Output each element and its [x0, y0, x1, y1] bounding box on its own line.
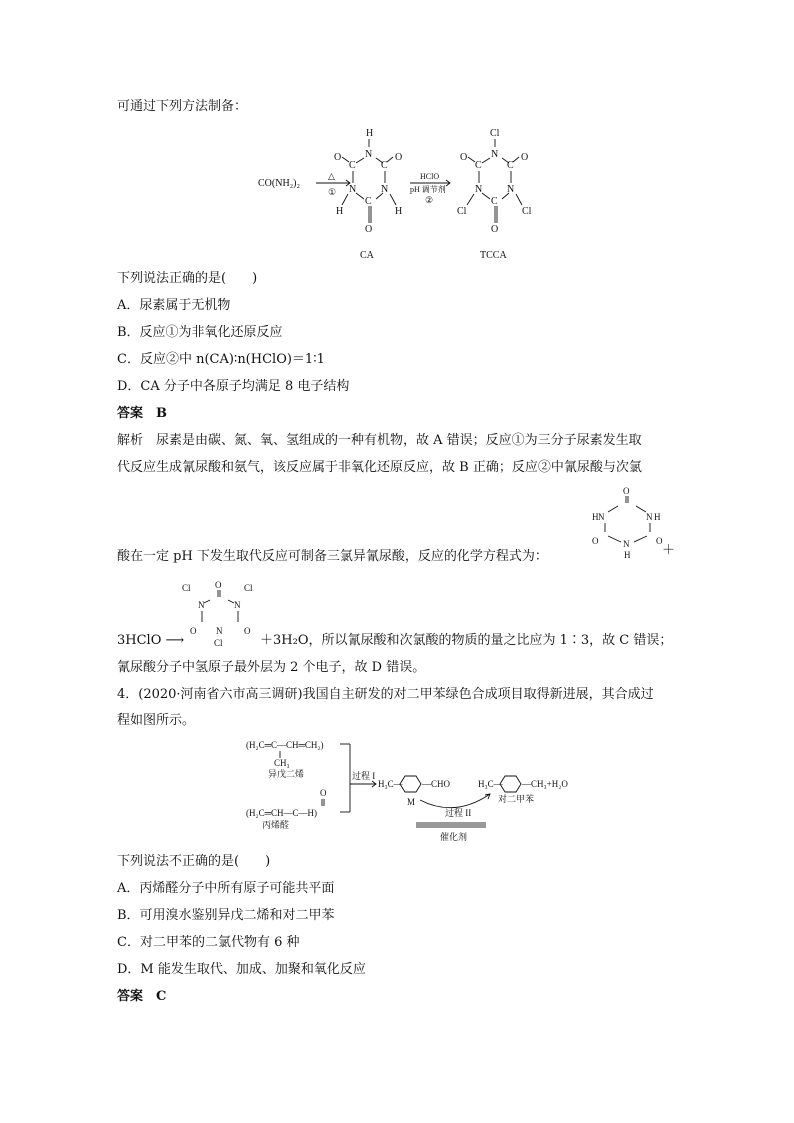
svg-text:H₃C—: H₃C— [478, 779, 503, 789]
q3-plus: ＋ [662, 543, 676, 558]
svg-text:O: O [460, 152, 468, 163]
svg-text:N: N [234, 600, 241, 610]
q3-stem: 下列说法正确的是( ) [117, 271, 258, 286]
cyanuric-acid-synthesis-scheme [250, 122, 550, 264]
svg-text:N: N [623, 539, 630, 549]
svg-text:O: O [320, 788, 327, 798]
svg-text:—CH₃+H₂O: —CH₃+H₂O [522, 779, 568, 789]
q3-analysis-reagent: 3HClO ⟶ [117, 633, 185, 648]
svg-text:C: C [365, 196, 372, 207]
svg-text:Cl: Cl [457, 206, 467, 217]
svg-text:C: C [349, 160, 356, 171]
analysis-tcca [180, 578, 260, 648]
q4-question: 下列说法不正确的是( ) [117, 854, 271, 869]
svg-text:pH 调节剂: pH 调节剂 [410, 185, 446, 194]
svg-text:O: O [334, 152, 342, 163]
acrolein-formula: (H₂C═CH—C—H) [246, 808, 318, 818]
svg-text:△: △ [328, 171, 335, 181]
svg-text:Cl: Cl [182, 583, 191, 593]
svg-text:N: N [198, 600, 205, 610]
q3-analysis-line2: 代反应生成氰尿酸和氨气，该反应属于非氧化还原反应，故 B 正确；反应②中氰尿酸与次氯 [117, 460, 642, 475]
q4-option-c: C．对二甲苯的二氯代物有 6 种 [117, 935, 300, 950]
svg-text:H: H [624, 550, 631, 560]
svg-text:N: N [349, 184, 357, 195]
svg-text:O: O [365, 224, 373, 235]
svg-text:O: O [521, 152, 529, 163]
svg-text:O: O [592, 536, 599, 546]
svg-text:C: C [475, 160, 482, 171]
svg-text:O: O [623, 486, 630, 496]
q4-option-d: D．M 能发生取代、加成、加聚和氧化反应 [117, 962, 366, 977]
svg-text:②: ② [425, 195, 434, 205]
svg-text:C: C [507, 160, 514, 171]
tcca-molecule [457, 128, 532, 261]
label-ca: CA [360, 250, 374, 261]
svg-text:过程 I: 过程 I [352, 771, 376, 781]
svg-text:H₃C—: H₃C— [378, 779, 403, 789]
q4-option-a: A．丙烯醛分子中所有原子可能共平面 [117, 881, 335, 896]
q4-option-b: B．可用溴水鉴别异戊二烯和对二甲苯 [117, 908, 335, 923]
svg-text:CH₃: CH₃ [274, 758, 290, 768]
compound-m: M [407, 797, 416, 807]
reactant-urea: CO(NH₂)₂ [258, 178, 300, 189]
q3-option-b: B．反应①为非氧化还原反应 [117, 325, 283, 340]
q3-option-a: A．尿素属于无机物 [117, 298, 231, 313]
q3-option-d: D．CA 分子中各原子均满足 8 电子结构 [117, 379, 350, 394]
svg-text:H: H [592, 512, 599, 522]
svg-text:N: N [475, 184, 483, 195]
q4-stem-line1: 4．(2020·河南省六市高三调研)我国自主研发的对二甲苯绿色合成项目取得新进展，其合成过 [117, 687, 654, 702]
svg-text:O: O [244, 626, 251, 636]
svg-text:①: ① [328, 187, 337, 197]
svg-text:过程 II: 过程 II [445, 808, 472, 818]
svg-text:H: H [336, 206, 344, 217]
svg-text:N: N [646, 512, 653, 522]
svg-text:催化剂: 催化剂 [440, 832, 468, 842]
q3-answer: 答案 B [117, 406, 167, 421]
svg-text:H: H [395, 206, 403, 217]
p-xylene-synthesis-scheme [240, 736, 590, 844]
svg-text:Cl: Cl [214, 638, 223, 648]
acrolein-name: 丙烯醛 [262, 820, 290, 830]
svg-text:H: H [654, 512, 661, 522]
svg-text:N: N [507, 184, 515, 195]
q3-analysis-line1: 解析 尿素是由碳、氮、氧、氢组成的一种有机物，故 A 错误；反应①为三分子尿素发生取 [117, 433, 642, 448]
svg-text:O: O [656, 536, 663, 546]
svg-text:C: C [381, 160, 388, 171]
q4-stem-line2: 程如图所示。 [117, 713, 196, 728]
isoprene-formula: (H₂C═C—CH═CH₂) [246, 740, 324, 750]
svg-text:H: H [366, 128, 374, 139]
q4-answer: 答案 C [117, 989, 167, 1004]
p-xylene-name: 对二甲苯 [498, 794, 535, 804]
isoprene-name: 异戊二烯 [268, 769, 305, 779]
svg-text:N: N [216, 626, 223, 636]
q3-option-c: C．反应②中 n(CA)∶n(HClO)＝1∶1 [117, 352, 325, 367]
ca-molecule [334, 128, 402, 261]
svg-text:O: O [215, 580, 222, 590]
q3-analysis-line4: ＋3H₂O，所以氰尿酸和次氯酸的物质的量之比应为 1∶3，故 C 错误； [260, 633, 673, 648]
svg-text:C: C [491, 196, 498, 207]
svg-text:HClO: HClO [420, 172, 440, 181]
svg-text:Cl: Cl [244, 583, 253, 593]
q3-analysis-line3: 酸在一定 pH 下发生取代反应可制备三氯异氰尿酸，反应的化学方程式为： [117, 549, 548, 564]
label-tcca: TCCA [480, 250, 507, 261]
svg-text:O: O [491, 224, 499, 235]
svg-text:Cl: Cl [522, 206, 532, 217]
svg-text:N: N [491, 149, 499, 160]
analysis-cyanuric-acid [588, 484, 668, 560]
svg-text:N: N [381, 184, 389, 195]
svg-text:—CHO: —CHO [422, 779, 451, 789]
svg-text:N: N [598, 512, 605, 522]
svg-text:O: O [395, 152, 403, 163]
intro-text: 可通过下列方法制备： [117, 99, 248, 114]
svg-text:N: N [365, 149, 373, 160]
svg-text:Cl: Cl [490, 128, 500, 139]
svg-text:O: O [190, 626, 197, 636]
q3-analysis-line5: 氰尿酸分子中氢原子最外层为 2 个电子，故 D 错误。 [117, 660, 426, 675]
